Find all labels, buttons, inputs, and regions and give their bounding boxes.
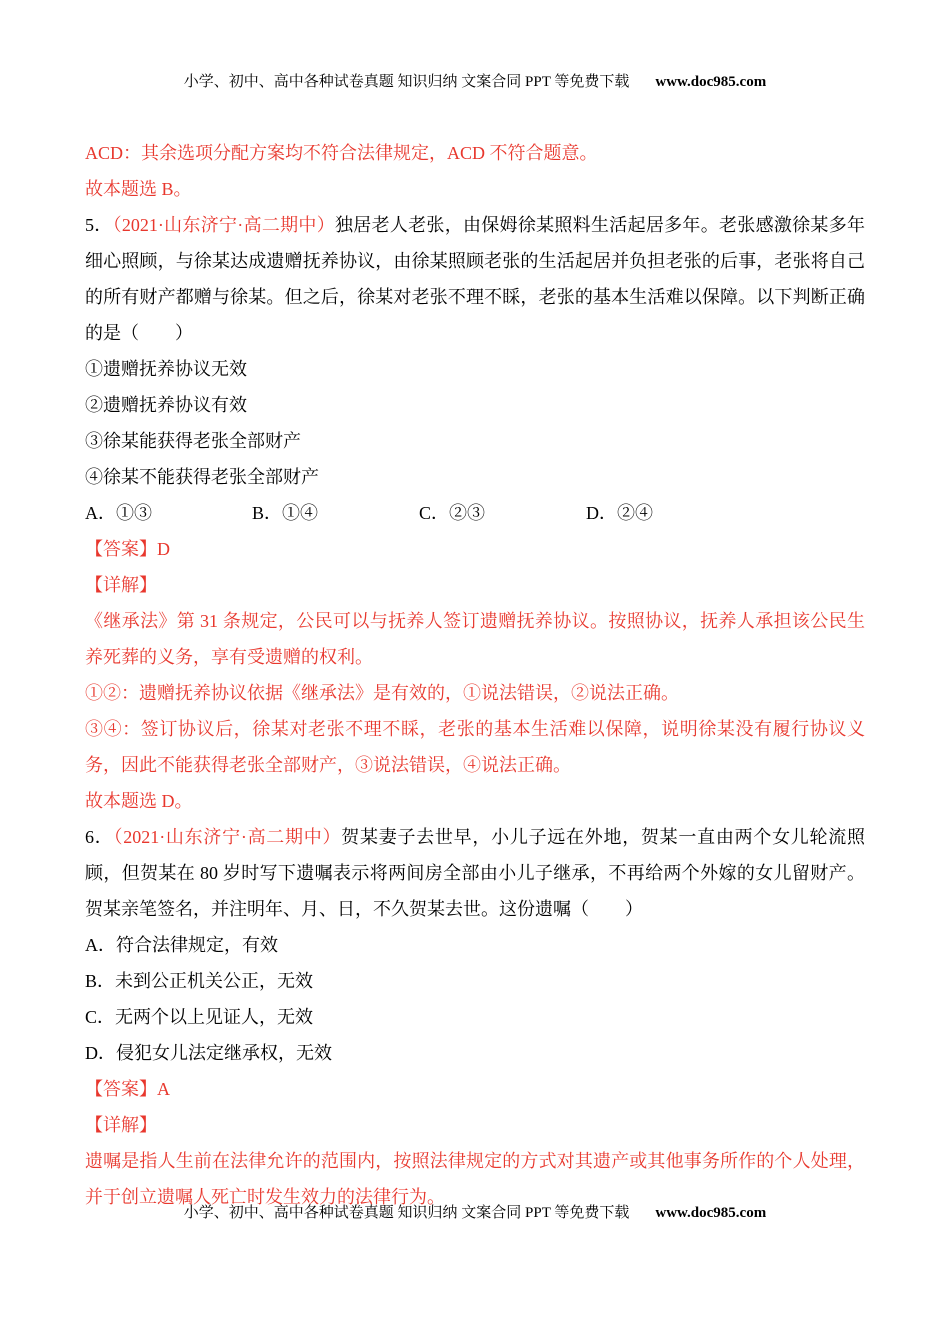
question-6-answer-label: 【答案】 bbox=[85, 1079, 157, 1099]
question-6-answer-value: A bbox=[157, 1079, 170, 1099]
page-header bbox=[0, 0, 950, 91]
header-site-url: www.doc985.com bbox=[655, 74, 767, 90]
question-5-choice-d: D．②④ bbox=[586, 503, 653, 523]
question-5-analysis-conclusion: 故本题选 D。 bbox=[85, 791, 193, 811]
question-5-analysis-label: 【详解】 bbox=[85, 575, 157, 595]
question-5-stem-text: 独居老人老张，由保姆徐某照料生活起居多年。老张感激徐某多年细心照顾，与徐某达成遗赠抚养协议，由徐某照顾老张的生活起居并负担老张的后事，老张将自己的所有财产都赠与徐某。但之后，徐某对老张不理不睬，老张的基本生活难以保障。以下判断正确的是（ ） bbox=[85, 215, 865, 343]
footer-text: 小学、初中、高中各种试卷真题 知识归纳 文案合同 PPT 等免费下载 bbox=[183, 1205, 630, 1221]
document-body bbox=[0, 91, 950, 1215]
footer-site-url: www.doc985.com bbox=[655, 1205, 767, 1221]
prev-answer-conclusion: 故本题选 B。 bbox=[85, 179, 192, 199]
page-footer bbox=[0, 1201, 950, 1222]
question-5-answer-line bbox=[85, 531, 865, 567]
question-6-analysis-line-1: 遗嘱是指人生前在法律允许的范围内，按照法律规定的方式对其遗产或其他事务所作的个人处理，并于创立遗嘱人死亡时发生效力的法律行为。 bbox=[85, 1151, 865, 1207]
question-5-choice-c: C．②③ bbox=[419, 503, 486, 523]
question-6-choice-a: A．符合法律规定，有效 bbox=[85, 935, 278, 955]
prev-answer-acd-line: ACD：其余选项分配方案均不符合法律规定，ACD 不符合题意。 bbox=[85, 143, 598, 163]
question-6-choice-c: C．无两个以上见证人，无效 bbox=[85, 1007, 314, 1027]
question-5-statement-2: ②遗赠抚养协议有效 bbox=[85, 395, 247, 415]
question-5-choices bbox=[85, 495, 865, 531]
question-6-choice-b: B．未到公正机关公正，无效 bbox=[85, 971, 314, 991]
question-5-choice-a: A．①③ bbox=[85, 503, 152, 523]
question-5-answer-value: D bbox=[157, 539, 170, 559]
question-6-answer-line bbox=[85, 1071, 865, 1107]
question-5-number: 5． bbox=[85, 215, 113, 235]
question-5-analysis-line-3: ③④：签订协议后，徐某对老张不理不睬，老张的基本生活难以保障，说明徐某没有履行协议义务，因此不能获得老张全部财产，③说法错误，④说法正确。 bbox=[85, 719, 865, 775]
question-6-stem-text: 贺某妻子去世早，小儿子远在外地，贺某一直由两个女儿轮流照顾，但贺某在 80 岁时写下遗嘱表示将两间房全部由小儿子继承，不再给两个外嫁的女儿留财产。贺某亲笔签名，并注明年、月、日，不久贺某去世。这份遗嘱（ ） bbox=[85, 827, 866, 919]
header-text: 小学、初中、高中各种试卷真题 知识归纳 文案合同 PPT 等免费下载 bbox=[183, 74, 630, 90]
question-6-source: （2021·山东济宁·高二期中） bbox=[113, 827, 342, 847]
question-5-statement-4: ④徐某不能获得老张全部财产 bbox=[85, 467, 319, 487]
question-5-answer-label: 【答案】 bbox=[85, 539, 157, 559]
question-5-source: （2021·山东济宁·高二期中） bbox=[112, 215, 335, 235]
question-5-statement-1: ①遗赠抚养协议无效 bbox=[85, 359, 247, 379]
question-5-statement-3: ③徐某能获得老张全部财产 bbox=[85, 431, 301, 451]
question-6-number: 6． bbox=[85, 827, 114, 847]
question-5-analysis-line-2: ①②：遗赠抚养协议依据《继承法》是有效的，①说法错误，②说法正确。 bbox=[85, 683, 679, 703]
question-5-stem bbox=[85, 207, 865, 351]
question-6-choice-d: D．侵犯女儿法定继承权，无效 bbox=[85, 1043, 332, 1063]
question-5-choice-b: B．①④ bbox=[252, 503, 319, 523]
question-5-analysis-line-1: 《继承法》第 31 条规定，公民可以与抚养人签订遗赠抚养协议。按照协议，抚养人承担该公民生养死葬的义务，享有受遗赠的权利。 bbox=[85, 611, 865, 667]
question-6-analysis-label: 【详解】 bbox=[85, 1115, 157, 1135]
question-6-stem bbox=[85, 819, 865, 927]
